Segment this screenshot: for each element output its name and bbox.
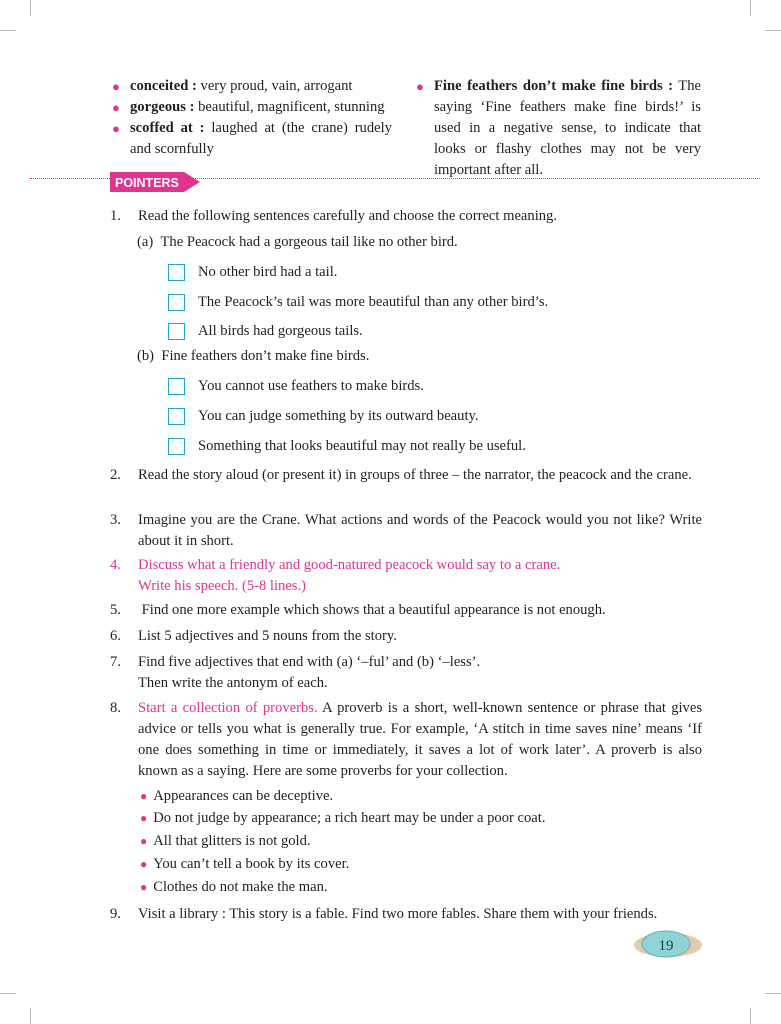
arrow-tag-icon — [110, 170, 202, 194]
bullet-icon: ● — [112, 79, 120, 94]
crop-mark — [30, 0, 31, 16]
bullet-icon: ● — [140, 834, 148, 848]
proverb-item: ● Appearances can be deceptive. — [140, 788, 334, 804]
checkbox[interactable] — [168, 438, 185, 455]
glossary-item: ● Fine feathers don’t make fine birds : The saying ‘Fine feathers make fine birds!’ is used in a negative sense, to indicate that looks or flashy clothes may not be very important after all. — [416, 78, 701, 178]
bullet-icon: ● — [140, 857, 148, 871]
glossary-item: ● conceited : very proud, vain, arrogant — [110, 76, 392, 97]
bullet-icon: ● — [140, 811, 148, 825]
question-3: 3. Imagine you are the Crane. What actions and words of the Peacock would you not like? Write about it in short. — [110, 512, 702, 549]
question-6: 6. List 5 adjectives and 5 nouns from the story. — [110, 628, 397, 644]
question-7: 7. Find five adjectives that end with (a) ‘–ful’ and (b) ‘–less’. Then write the antonym of each. — [110, 654, 481, 691]
checkbox[interactable] — [168, 323, 185, 340]
proverb-item: ● All that glitters is not gold. — [140, 833, 311, 849]
proverb-item: ● Clothes do not make the man. — [140, 879, 328, 895]
svg-text:POINTERS: POINTERS — [115, 176, 179, 190]
glossary-item: ● gorgeous : beautiful, magnificent, stunning — [110, 97, 392, 118]
proverb-item: ● You can’t tell a book by its cover. — [140, 856, 350, 872]
bullet-icon: ● — [140, 880, 148, 894]
bullet-icon: ● — [112, 100, 120, 115]
svg-text:19: 19 — [658, 938, 674, 954]
question-5: 5. Find one more example which shows that a beautiful appearance is not enough. — [110, 602, 606, 618]
question-8: 8. Start a collection of proverbs. A proverb is a short, well-known sentence or phrase that gives advice or tells you what is generally true. For example, ‘A stitch in time saves nine’ means ‘If one does something in time or immediately, it saves a lot of work later’. A proverb is also known as a saying. Here are some proverbs for your collection. — [110, 700, 702, 779]
checkbox[interactable] — [168, 408, 185, 425]
question-1b: (b) Fine feathers don’t make fine birds. — [137, 348, 370, 364]
crop-mark — [0, 993, 16, 994]
crop-mark — [30, 1008, 31, 1024]
checkbox[interactable] — [168, 264, 185, 281]
question-1a: (a) The Peacock had a gorgeous tail like no other bird. — [137, 234, 458, 250]
question-9: 9. Visit a library : This story is a fable. Find two more fables. Share them with your friends. — [110, 906, 658, 922]
proverb-item: ● Do not judge by appearance; a rich heart may be under a poor coat. — [140, 810, 546, 826]
crop-mark — [750, 0, 751, 16]
glossary-left — [110, 76, 392, 160]
page-number-badge — [632, 928, 704, 969]
glossary-item: ● scoffed at : laughed at (the crane) rudely and scornfully — [112, 120, 392, 157]
question-2: 2. Read the story aloud (or present it) in groups of three – the narrator, the peacock and the crane. — [110, 467, 692, 483]
crop-mark — [0, 30, 16, 31]
crop-mark — [765, 993, 781, 994]
page-badge-icon — [632, 928, 704, 962]
bullet-icon: ● — [416, 79, 424, 94]
bullet-icon: ● — [112, 121, 120, 136]
checkbox[interactable] — [168, 378, 185, 395]
question-1: 1. Read the following sentences carefully and choose the correct meaning. — [110, 208, 558, 224]
bullet-icon: ● — [140, 789, 148, 803]
glossary-right — [414, 76, 701, 181]
crop-mark — [765, 30, 781, 31]
crop-mark — [750, 1008, 751, 1024]
pointers-label — [110, 170, 202, 201]
checkbox[interactable] — [168, 294, 185, 311]
question-4: 4. Discuss what a friendly and good-natured peacock would say to a crane. Write his speech. (5-8 lines.) — [110, 557, 561, 594]
